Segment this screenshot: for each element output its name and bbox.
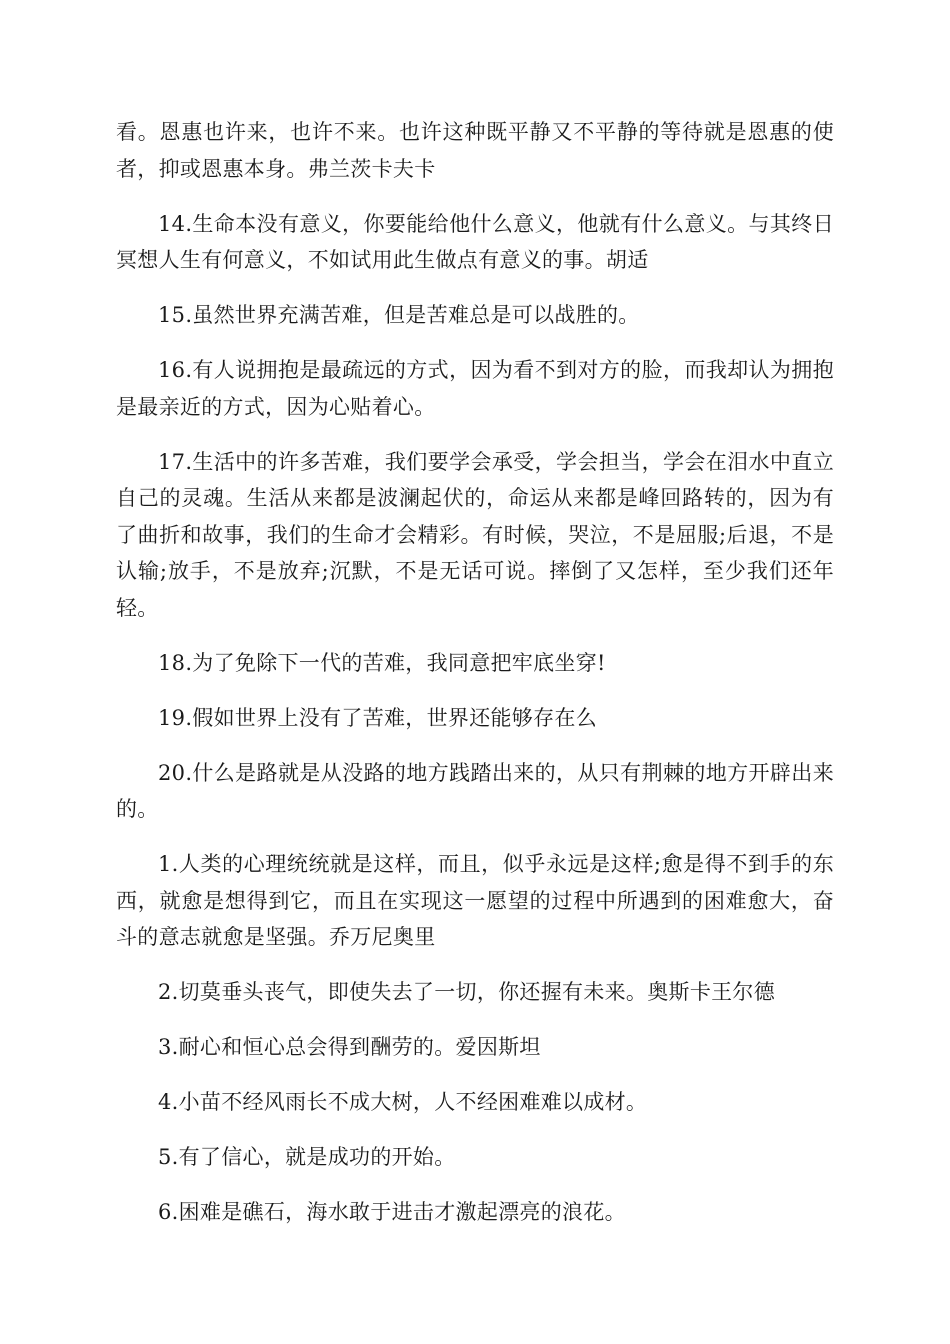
quote-19: 19.假如世界上没有了苦难，世界还能够存在么: [158, 705, 597, 730]
quote-20: 20.什么是路就是从没路的地方践踏出来的，从只有荆棘的地方开辟出来的。: [116, 760, 834, 821]
quote-15: 15.虽然世界充满苦难，但是苦难总是可以战胜的。: [158, 303, 640, 327]
document-page: [116, 114, 834, 1249]
quote-1: 1.人类的心理统统就是这样，而且，似乎永远是这样;愈是得不到手的东西，就愈是想得到它，而且在实现这一愿望的过程中所遇到的困难愈大，奋斗的意志就愈是坚强。乔万尼奥里: [116, 852, 834, 949]
quote-3: 3.耐心和恒心总会得到酬劳的。爱因斯坦: [158, 1035, 541, 1059]
quote-14: 14.生命本没有意义，你要能给他什么意义，他就有什么意义。与其终日冥想人生有何意义，不如试用此生做点有意义的事。胡适: [116, 211, 834, 272]
quote-17: 17.生活中的许多苦难，我们要学会承受，学会担当，学会在泪水中直立自己的灵魂。生活从来都是波澜起伏的，命运从来都是峰回路转的，因为有了曲折和故事，我们的生命才会精彩。有时候，哭泣，不是屈服;后退，不是认输;放手，不是放弃;沉默，不是无话可说。摔倒了又怎样，至少我们还年轻。: [116, 449, 834, 620]
quote-16: 16.有人说拥抱是最疏远的方式，因为看不到对方的脸，而我却认为拥抱是最亲近的方式，因为心贴着心。: [116, 358, 834, 419]
quote-4: 4.小苗不经风雨长不成大树，人不经困难难以成材。: [158, 1090, 648, 1114]
quote-18: 18.为了免除下一代的苦难，我同意把牢底坐穿!: [158, 650, 606, 675]
paragraph-continuation: 看。恩惠也许来，也许不来。也许这种既平静又不平静的等待就是恩惠的使者，抑或恩惠本身。弗兰茨卡夫卡: [116, 120, 834, 181]
quote-2: 2.切莫垂头丧气，即使失去了一切，你还握有未来。奥斯卡王尔德: [158, 980, 776, 1004]
quote-6: 6.困难是礁石，海水敢于进击才激起漂亮的浪花。: [158, 1200, 626, 1224]
quote-5: 5.有了信心，就是成功的开始。: [158, 1145, 456, 1169]
